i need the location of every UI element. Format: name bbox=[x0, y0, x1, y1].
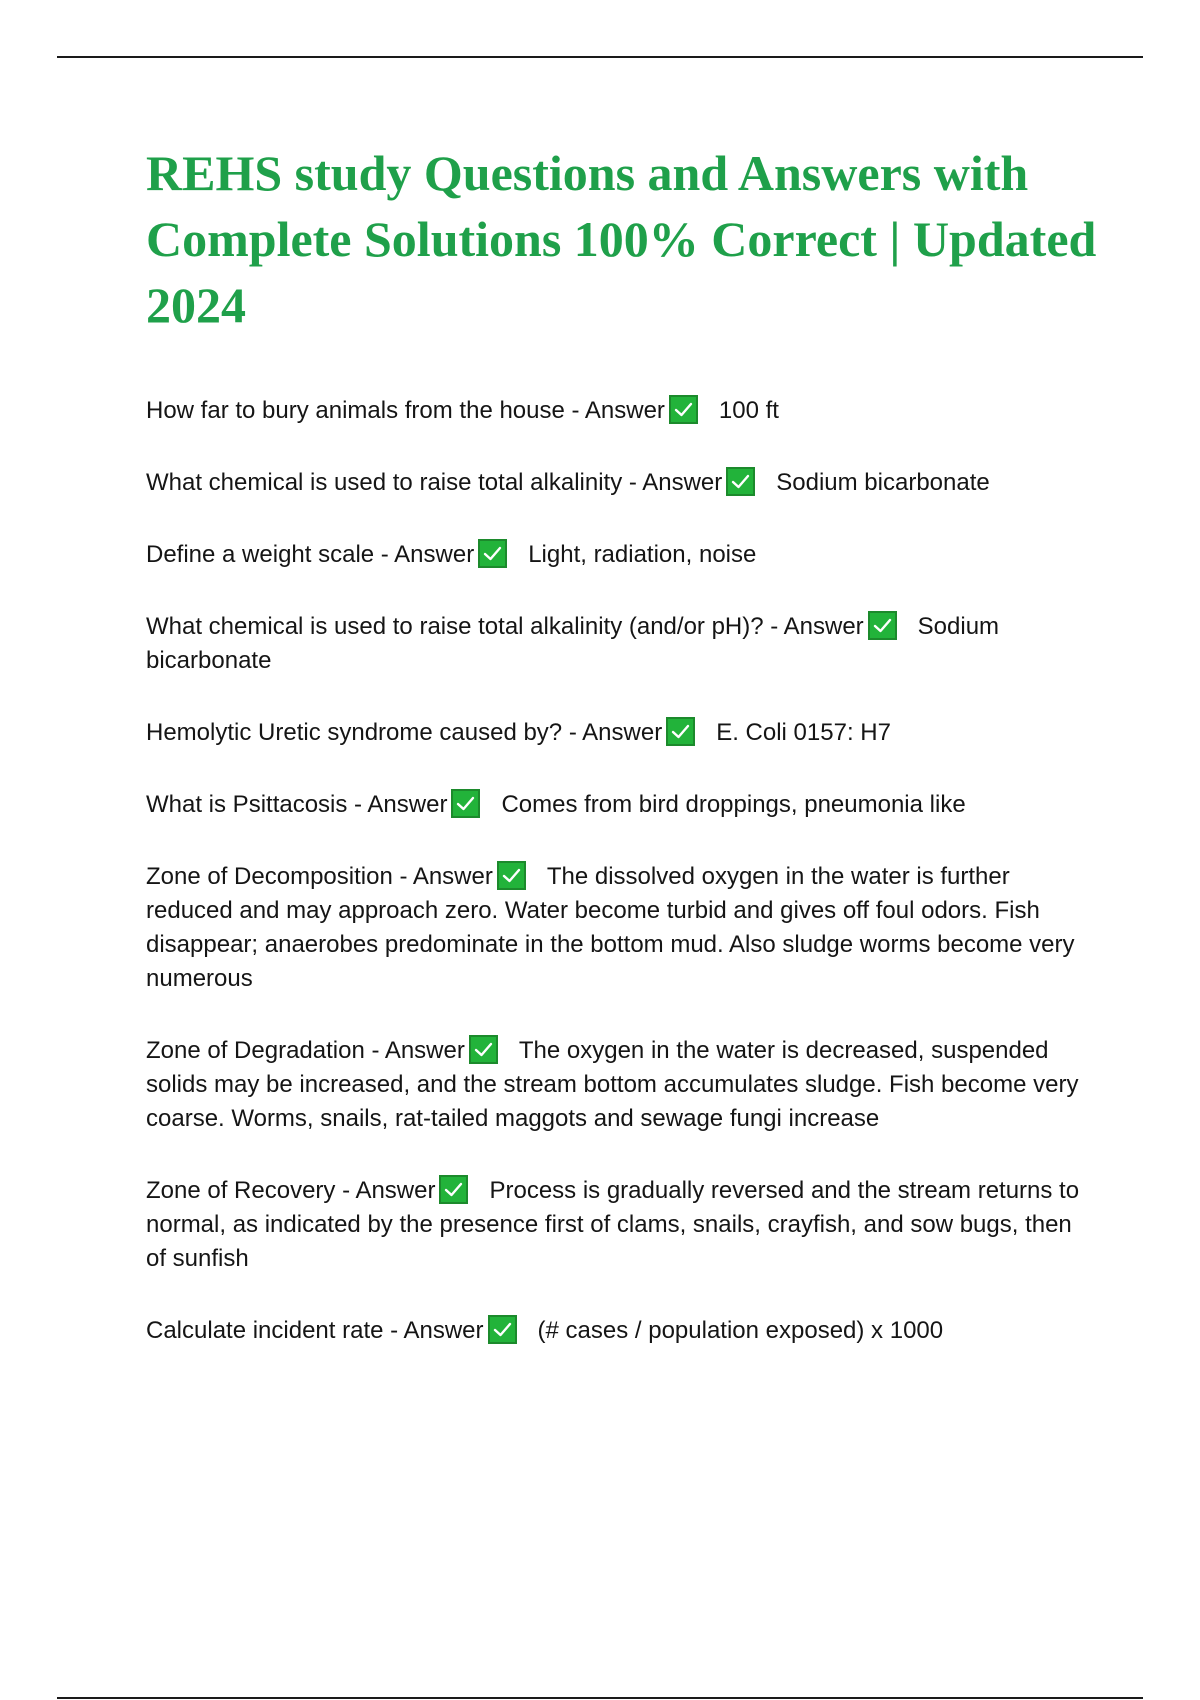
qa-item bbox=[146, 788, 1081, 822]
answer-label: Answer bbox=[403, 1317, 484, 1344]
qa-item bbox=[146, 394, 1081, 428]
separator: - bbox=[335, 1177, 356, 1204]
answer-text: Process is gradually reversed and the stream returns to normal, as indicated by the presence first of clams, snails, crayfish, and sow bugs, then of sunfish bbox=[146, 1177, 1080, 1272]
question-text: What is Psittacosis bbox=[146, 791, 348, 818]
answer-label: Answer bbox=[584, 397, 665, 424]
check-mark-icon bbox=[478, 539, 507, 568]
question-text: How far to bury animals from the house bbox=[146, 397, 565, 424]
check-mark-icon bbox=[497, 861, 526, 890]
answer-text: 100 ft bbox=[718, 397, 779, 424]
separator: - bbox=[562, 719, 583, 746]
qa-item bbox=[146, 466, 1081, 500]
check-mark-icon bbox=[666, 717, 695, 746]
check-mark-icon bbox=[726, 467, 755, 496]
answer-text: The oxygen in the water is decreased, suspended solids may be increased, and the stream bottom accumulates sludge. Fish become very coarse. Worms, snails, rat-tailed maggots and sewage fungi increase bbox=[146, 1037, 1079, 1132]
answer-text: The dissolved oxygen in the water is further reduced and may approach zero. Water become turbid and gives off foul odors. Fish disappear; anaerobes predominate in the bottom mud. Also sludge worms become very numerous bbox=[146, 863, 1075, 992]
answer-text: Sodium bicarbonate bbox=[776, 469, 990, 496]
question-text: Zone of Degradation bbox=[146, 1037, 365, 1064]
separator: - bbox=[392, 863, 413, 890]
answer-label: Answer bbox=[412, 863, 493, 890]
qa-item bbox=[146, 538, 1081, 572]
qa-item bbox=[146, 716, 1081, 750]
check-mark-icon bbox=[469, 1035, 498, 1064]
separator: - bbox=[564, 397, 585, 424]
separator: - bbox=[383, 1317, 404, 1344]
check-mark-icon bbox=[868, 611, 897, 640]
qa-item bbox=[146, 1174, 1081, 1276]
qa-item bbox=[146, 1314, 1081, 1348]
question-text: Zone of Recovery bbox=[146, 1177, 336, 1204]
check-mark-icon bbox=[439, 1175, 468, 1204]
top-rule bbox=[57, 56, 1143, 58]
bottom-rule bbox=[57, 1697, 1143, 1699]
check-mark-icon bbox=[669, 395, 698, 424]
answer-text: E. Coli 0157: H7 bbox=[716, 719, 891, 746]
answer-label: Answer bbox=[367, 791, 448, 818]
answer-label: Answer bbox=[394, 541, 475, 568]
question-text: Zone of Decomposition bbox=[146, 863, 393, 890]
separator: - bbox=[347, 791, 368, 818]
question-text: Define a weight scale bbox=[146, 541, 375, 568]
qa-item bbox=[146, 860, 1081, 996]
question-text: What chemical is used to raise total alkalinity bbox=[146, 469, 623, 496]
answer-label: Answer bbox=[642, 469, 723, 496]
check-mark-icon bbox=[451, 789, 480, 818]
answer-label: Answer bbox=[384, 1037, 465, 1064]
qa-item bbox=[146, 1034, 1081, 1136]
separator: - bbox=[763, 613, 784, 640]
answer-text: Comes from bird droppings, pneumonia like bbox=[501, 791, 966, 818]
separator: - bbox=[622, 469, 643, 496]
answer-text: Light, radiation, noise bbox=[528, 541, 757, 568]
answer-text: (# cases / population exposed) x 1000 bbox=[537, 1317, 944, 1344]
separator: - bbox=[374, 541, 395, 568]
qa-list bbox=[146, 394, 1081, 1386]
question-text: Hemolytic Uretic syndrome caused by? bbox=[146, 719, 563, 746]
document-title: REHS study Questions and Answers with Complete Solutions 100% Correct | Updated 2024 bbox=[146, 145, 1097, 333]
separator: - bbox=[364, 1037, 385, 1064]
answer-label: Answer bbox=[355, 1177, 436, 1204]
answer-text: Sodium bicarbonate bbox=[146, 613, 1000, 674]
answer-label: Answer bbox=[783, 613, 864, 640]
check-mark-icon bbox=[488, 1315, 517, 1344]
qa-item bbox=[146, 610, 1081, 678]
question-text: Calculate incident rate bbox=[146, 1317, 384, 1344]
answer-label: Answer bbox=[582, 719, 663, 746]
question-text: What chemical is used to raise total alkalinity (and/or pH)? bbox=[146, 613, 764, 640]
